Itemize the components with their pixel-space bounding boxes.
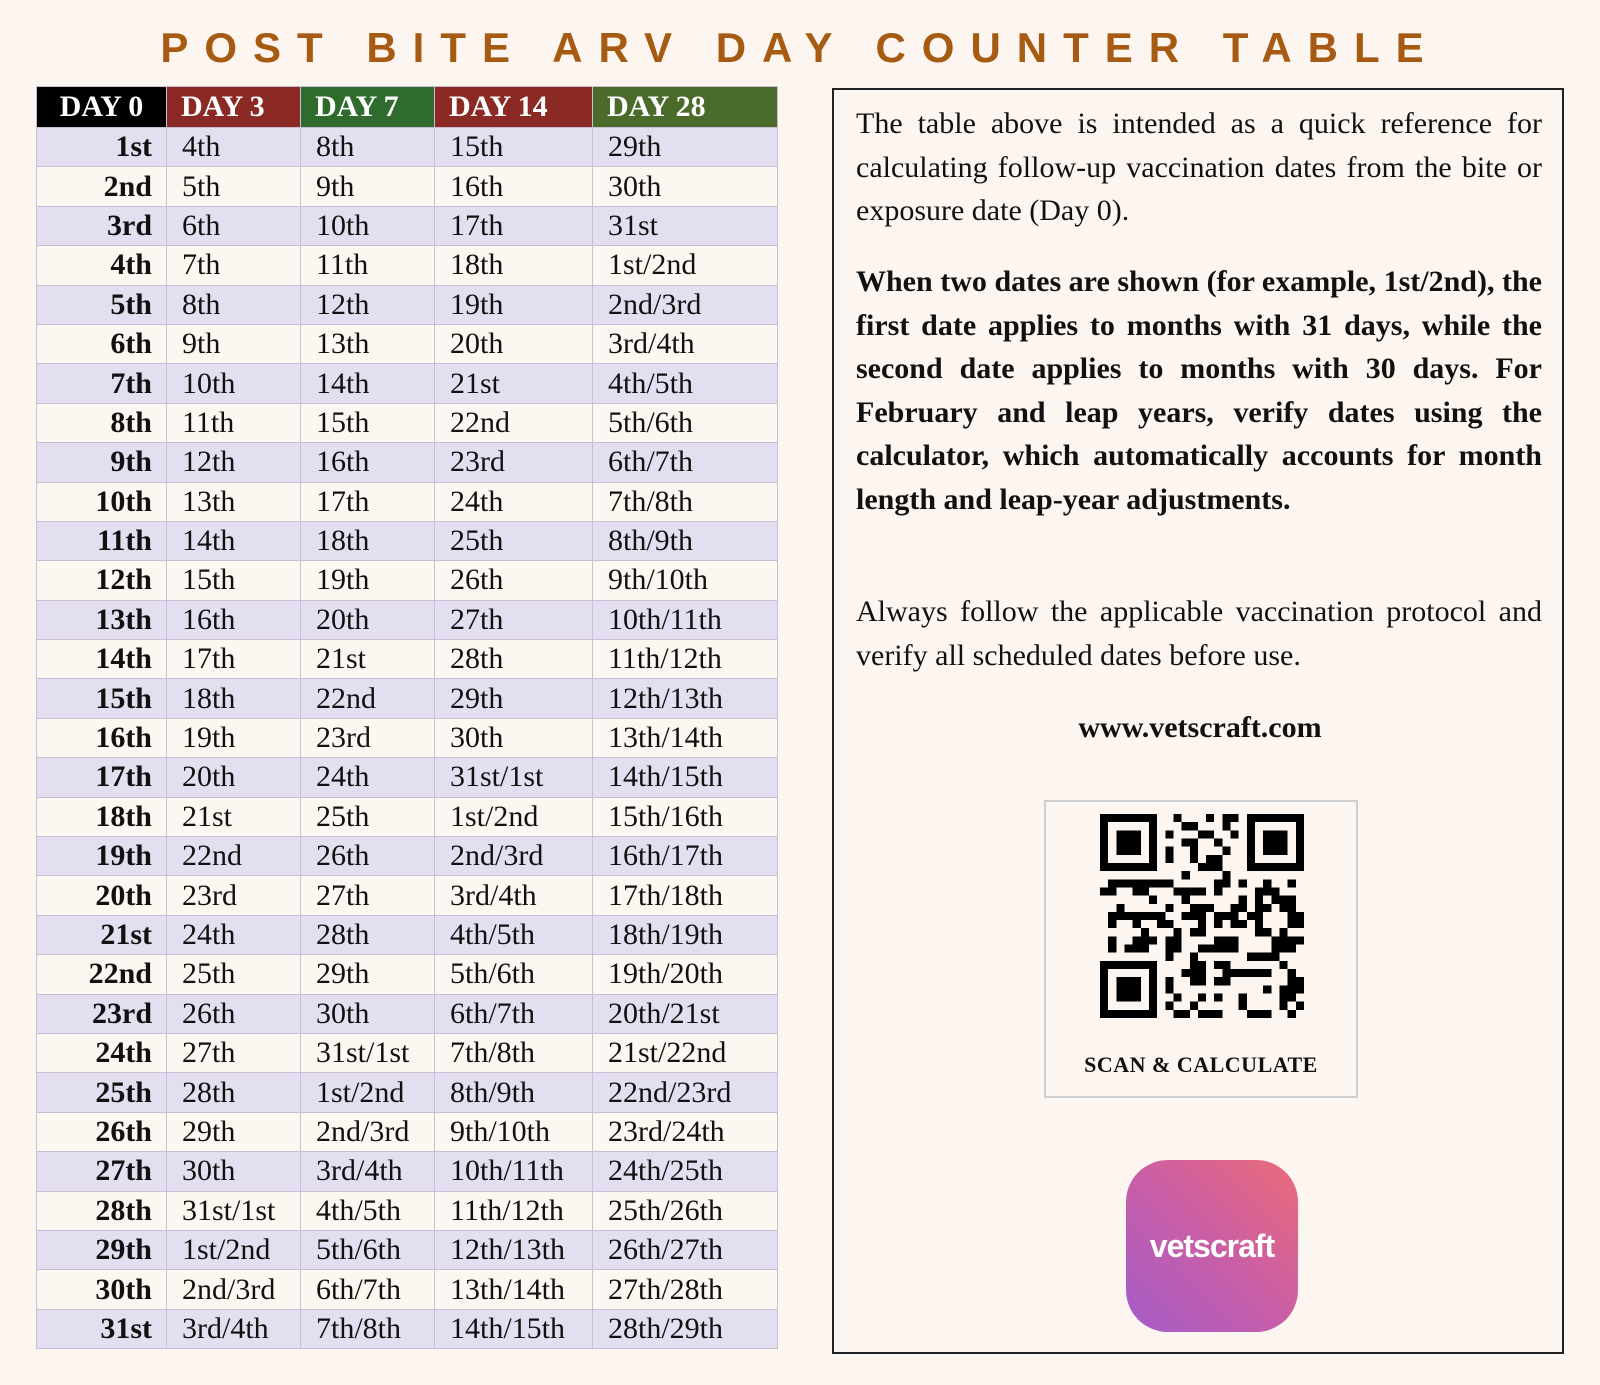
table-row <box>37 600 778 639</box>
date-cell: 24th <box>301 758 435 797</box>
date-cell: 18th <box>167 679 301 718</box>
date-cell: 7th/8th <box>435 1033 593 1072</box>
day-counter-table <box>36 86 778 1349</box>
table-body <box>37 128 778 1349</box>
date-cell: 26th <box>301 837 435 876</box>
table-row <box>37 561 778 600</box>
date-cell: 22nd <box>167 837 301 876</box>
date-cell: 11th <box>167 403 301 442</box>
table-row <box>37 1152 778 1191</box>
date-cell: 23rd <box>167 876 301 915</box>
date-cell: 31st/1st <box>435 758 593 797</box>
date-cell: 12th/13th <box>593 679 778 718</box>
date-cell: 18th <box>435 246 593 285</box>
date-cell: 4th/5th <box>301 1191 435 1230</box>
date-cell: 1st/2nd <box>435 797 593 836</box>
table-row <box>37 1112 778 1151</box>
date-cell: 23rd <box>301 718 435 757</box>
date-cell: 20th <box>167 758 301 797</box>
day0-cell: 30th <box>37 1270 167 1309</box>
date-cell: 9th/10th <box>593 561 778 600</box>
day0-cell: 28th <box>37 1191 167 1230</box>
date-cell: 14th <box>301 364 435 403</box>
date-cell: 19th <box>167 718 301 757</box>
date-cell: 10th <box>167 364 301 403</box>
date-cell: 10th/11th <box>593 600 778 639</box>
date-cell: 3rd/4th <box>301 1152 435 1191</box>
table-row <box>37 167 778 206</box>
day0-cell: 26th <box>37 1112 167 1151</box>
date-cell: 1st/2nd <box>167 1230 301 1269</box>
date-cell: 30th <box>435 718 593 757</box>
date-cell: 28th <box>167 1073 301 1112</box>
table-row <box>37 640 778 679</box>
info-panel <box>832 88 1564 1354</box>
date-cell: 26th <box>435 561 593 600</box>
day0-cell: 31st <box>37 1309 167 1348</box>
date-cell: 31st/1st <box>167 1191 301 1230</box>
date-cell: 17th <box>301 482 435 521</box>
day0-cell: 14th <box>37 640 167 679</box>
table-row <box>37 324 778 363</box>
date-cell: 25th <box>301 797 435 836</box>
day0-cell: 25th <box>37 1073 167 1112</box>
column-header-day-7: DAY 7 <box>301 87 435 128</box>
table-row <box>37 837 778 876</box>
date-cell: 3rd/4th <box>167 1309 301 1348</box>
table-row <box>37 246 778 285</box>
date-cell: 7th/8th <box>301 1309 435 1348</box>
table-row <box>37 1270 778 1309</box>
table-row <box>37 521 778 560</box>
column-header-day-0: DAY 0 <box>37 87 167 128</box>
date-cell: 21st <box>167 797 301 836</box>
date-cell: 8th/9th <box>593 521 778 560</box>
date-cell: 23rd/24th <box>593 1112 778 1151</box>
date-cell: 5th/6th <box>593 403 778 442</box>
day0-cell: 8th <box>37 403 167 442</box>
qr-code-icon[interactable] <box>1100 814 1304 1018</box>
date-cell: 15th/16th <box>593 797 778 836</box>
date-cell: 16th <box>301 443 435 482</box>
date-cell: 5th/6th <box>301 1230 435 1269</box>
column-header-day-28: DAY 28 <box>593 87 778 128</box>
date-cell: 17th <box>167 640 301 679</box>
date-cell: 9th/10th <box>435 1112 593 1151</box>
date-cell: 4th/5th <box>593 364 778 403</box>
date-cell: 24th <box>167 915 301 954</box>
protocol-note: Always follow the applicable vaccination protocol and verify all scheduled dates before use. <box>856 595 1542 672</box>
day0-cell: 11th <box>37 521 167 560</box>
date-cell: 11th/12th <box>435 1191 593 1230</box>
column-header-day-14: DAY 14 <box>435 87 593 128</box>
date-cell: 11th/12th <box>593 640 778 679</box>
date-cell: 25th <box>435 521 593 560</box>
date-cell: 1st/2nd <box>301 1073 435 1112</box>
date-cell: 13th/14th <box>435 1270 593 1309</box>
table-row <box>37 1033 778 1072</box>
date-cell: 14th <box>167 521 301 560</box>
date-cell: 14th/15th <box>435 1309 593 1348</box>
date-cell: 20th <box>301 600 435 639</box>
table-row <box>37 876 778 915</box>
two-dates-note: When two dates are shown (for example, 1st/2nd), the first date applies to months with 31 days, while the second date applies to months with 30 days. For February and leap years, verify dates using the calculator, which automatically accounts for month length and leap-year adjustments. <box>856 265 1542 516</box>
table-row <box>37 1230 778 1269</box>
day0-cell: 16th <box>37 718 167 757</box>
date-cell: 29th <box>301 955 435 994</box>
date-cell: 30th <box>167 1152 301 1191</box>
date-cell: 22nd/23rd <box>593 1073 778 1112</box>
date-cell: 5th/6th <box>435 955 593 994</box>
vetscraft-logo <box>1126 1160 1298 1332</box>
date-cell: 19th <box>435 285 593 324</box>
date-cell: 9th <box>167 324 301 363</box>
date-cell: 27th/28th <box>593 1270 778 1309</box>
table-header-row <box>37 87 778 128</box>
date-cell: 9th <box>301 167 435 206</box>
day0-cell: 10th <box>37 482 167 521</box>
date-cell: 6th/7th <box>593 443 778 482</box>
table-row <box>37 679 778 718</box>
table-row <box>37 994 778 1033</box>
day0-cell: 19th <box>37 837 167 876</box>
date-cell: 20th/21st <box>593 994 778 1033</box>
day0-cell: 9th <box>37 443 167 482</box>
date-cell: 6th/7th <box>301 1270 435 1309</box>
date-cell: 26th <box>167 994 301 1033</box>
date-cell: 13th/14th <box>593 718 778 757</box>
date-cell: 4th <box>167 128 301 167</box>
date-cell: 6th/7th <box>435 994 593 1033</box>
date-cell: 23rd <box>435 443 593 482</box>
date-cell: 7th <box>167 246 301 285</box>
date-cell: 26th/27th <box>593 1230 778 1269</box>
table-row <box>37 1191 778 1230</box>
table-row <box>37 1073 778 1112</box>
day0-cell: 29th <box>37 1230 167 1269</box>
day0-cell: 7th <box>37 364 167 403</box>
day0-cell: 17th <box>37 758 167 797</box>
date-cell: 5th <box>167 167 301 206</box>
date-cell: 30th <box>593 167 778 206</box>
table-row <box>37 955 778 994</box>
date-cell: 31st/1st <box>301 1033 435 1072</box>
date-cell: 27th <box>301 876 435 915</box>
date-cell: 25th <box>167 955 301 994</box>
date-cell: 10th/11th <box>435 1152 593 1191</box>
date-cell: 17th <box>435 206 593 245</box>
date-cell: 28th <box>435 640 593 679</box>
date-cell: 22nd <box>301 679 435 718</box>
day0-cell: 27th <box>37 1152 167 1191</box>
table-row <box>37 718 778 757</box>
date-cell: 13th <box>301 324 435 363</box>
date-cell: 27th <box>167 1033 301 1072</box>
date-cell: 20th <box>435 324 593 363</box>
date-cell: 19th/20th <box>593 955 778 994</box>
day0-cell: 20th <box>37 876 167 915</box>
day0-cell: 13th <box>37 600 167 639</box>
date-cell: 16th/17th <box>593 837 778 876</box>
date-cell: 28th <box>301 915 435 954</box>
date-cell: 15th <box>301 403 435 442</box>
date-cell: 16th <box>167 600 301 639</box>
day0-cell: 6th <box>37 324 167 363</box>
date-cell: 6th <box>167 206 301 245</box>
date-cell: 11th <box>301 246 435 285</box>
date-cell: 12th/13th <box>435 1230 593 1269</box>
date-cell: 15th <box>435 128 593 167</box>
table-row <box>37 403 778 442</box>
column-header-day-3: DAY 3 <box>167 87 301 128</box>
intro-paragraph: The table above is intended as a quick reference for calculating follow-up vaccination dates from the bite or exposure date (Day 0). <box>856 107 1542 227</box>
day0-cell: 12th <box>37 561 167 600</box>
day0-cell: 2nd <box>37 167 167 206</box>
date-cell: 7th/8th <box>593 482 778 521</box>
table-row <box>37 797 778 836</box>
date-cell: 22nd <box>435 403 593 442</box>
date-cell: 12th <box>167 443 301 482</box>
table-row <box>37 758 778 797</box>
day0-cell: 23rd <box>37 994 167 1033</box>
day0-cell: 5th <box>37 285 167 324</box>
date-cell: 2nd/3rd <box>435 837 593 876</box>
date-cell: 27th <box>435 600 593 639</box>
table-row <box>37 915 778 954</box>
day0-cell: 22nd <box>37 955 167 994</box>
table-row <box>37 285 778 324</box>
date-cell: 2nd/3rd <box>301 1112 435 1151</box>
date-cell: 15th <box>167 561 301 600</box>
date-cell: 10th <box>301 206 435 245</box>
day0-cell: 15th <box>37 679 167 718</box>
day0-cell: 4th <box>37 246 167 285</box>
date-cell: 18th <box>301 521 435 560</box>
day0-cell: 3rd <box>37 206 167 245</box>
day0-cell: 21st <box>37 915 167 954</box>
date-cell: 14th/15th <box>593 758 778 797</box>
date-cell: 30th <box>301 994 435 1033</box>
date-cell: 29th <box>167 1112 301 1151</box>
date-cell: 2nd/3rd <box>593 285 778 324</box>
day0-cell: 18th <box>37 797 167 836</box>
table-row <box>37 482 778 521</box>
date-cell: 3rd/4th <box>435 876 593 915</box>
date-cell: 4th/5th <box>435 915 593 954</box>
table-row <box>37 128 778 167</box>
day0-cell: 1st <box>37 128 167 167</box>
date-cell: 31st <box>593 206 778 245</box>
date-cell: 8th <box>301 128 435 167</box>
logo-text: vetscraft <box>1149 1227 1275 1264</box>
date-cell: 12th <box>301 285 435 324</box>
website-link[interactable]: www.vetscraft.com <box>1078 711 1322 744</box>
day-counter-table-container <box>36 86 777 1349</box>
date-cell: 29th <box>593 128 778 167</box>
date-cell: 18th/19th <box>593 915 778 954</box>
date-cell: 3rd/4th <box>593 324 778 363</box>
date-cell: 25th/26th <box>593 1191 778 1230</box>
date-cell: 21st/22nd <box>593 1033 778 1072</box>
date-cell: 17th/18th <box>593 876 778 915</box>
date-cell: 2nd/3rd <box>167 1270 301 1309</box>
table-row <box>37 443 778 482</box>
date-cell: 13th <box>167 482 301 521</box>
date-cell: 24th/25th <box>593 1152 778 1191</box>
date-cell: 21st <box>301 640 435 679</box>
date-cell: 29th <box>435 679 593 718</box>
table-row <box>37 364 778 403</box>
date-cell: 8th <box>167 285 301 324</box>
date-cell: 24th <box>435 482 593 521</box>
table-row <box>37 1309 778 1348</box>
qr-code-card[interactable] <box>1044 800 1358 1098</box>
day0-cell: 24th <box>37 1033 167 1072</box>
date-cell: 28th/29th <box>593 1309 778 1348</box>
date-cell: 8th/9th <box>435 1073 593 1112</box>
qr-caption: SCAN & CALCULATE <box>1084 1052 1318 1077</box>
date-cell: 21st <box>435 364 593 403</box>
table-row <box>37 206 778 245</box>
date-cell: 1st/2nd <box>593 246 778 285</box>
page-title: POST BITE ARV DAY COUNTER TABLE <box>160 24 1440 71</box>
date-cell: 19th <box>301 561 435 600</box>
date-cell: 16th <box>435 167 593 206</box>
